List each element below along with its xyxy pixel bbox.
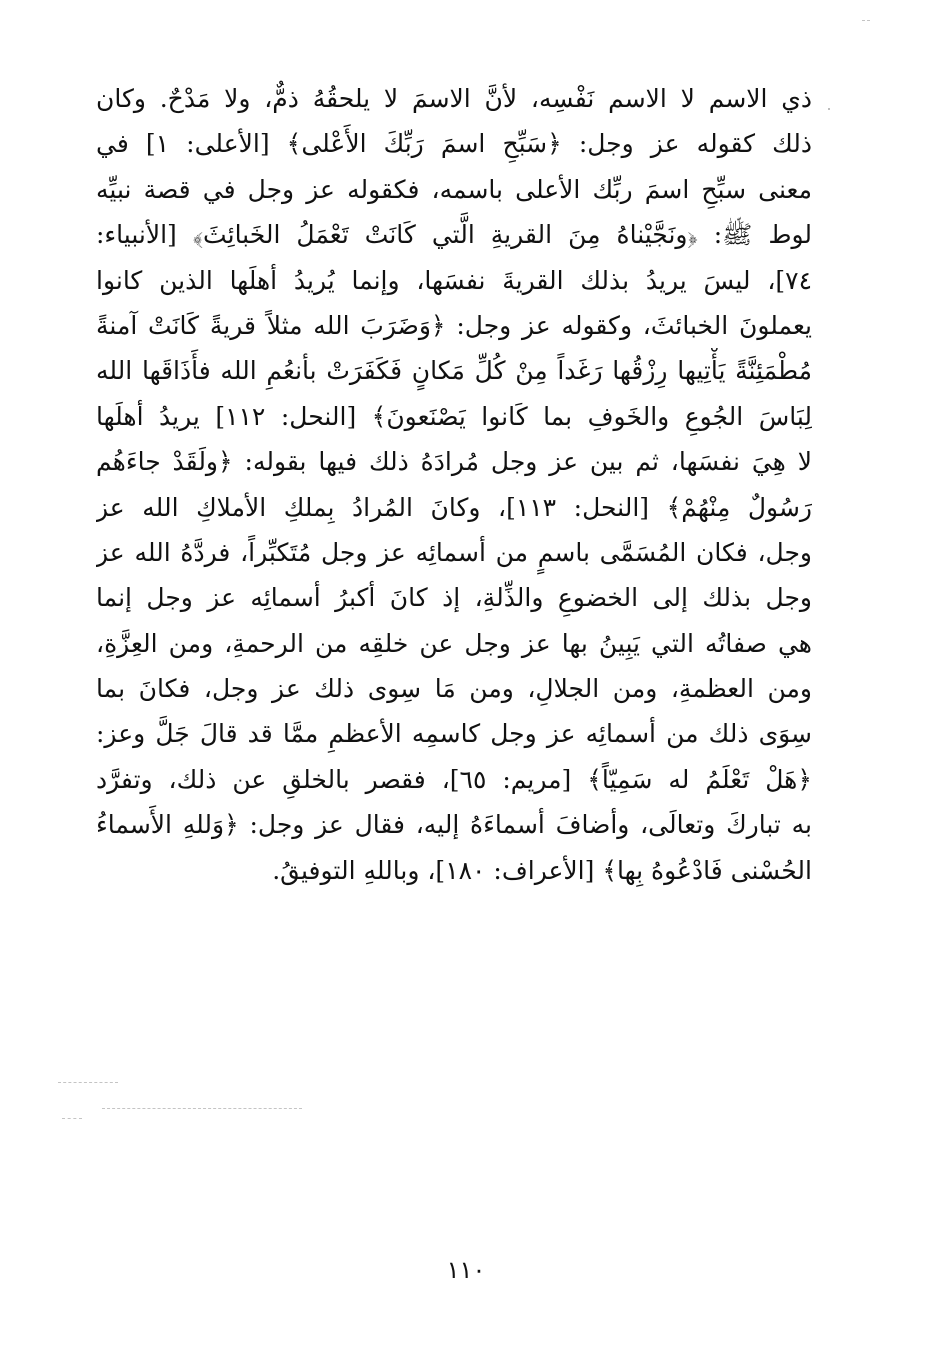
text-line-last: الحُسْنى فَادْعُوهُ بِها﴾ [الأعراف: ١٨٠]، وباللهِ التوفيقُ. [272,855,812,885]
text-line: مُطْمَئِنَّةً يَأْتِيها رِزْقُها رَغَداً مِنْ كُلِّ مَكانٍ فَكَفَرَتْ بأنعُمِ الله فأَذَاقَها الله [96,356,812,386]
text-line: يعملونَ الخبائثَ، وكقوله عز وجل: ﴿وَضَرَبَ الله مثلاً قريةً كَانَتْ آمنةً [96,310,812,340]
text-line: معنى سبِّحِ اسمَ ربِّك الأعلى باسمه، فكقوله عز وجل في قصة نبيِّه [96,174,812,204]
text-line: هي صفاتُه التي يَبِينُ بها عز وجل عن خلقِه من الرحمةِ، ومن العِزَّةِ، [96,628,812,658]
scan-artifact-top [862,20,870,21]
scan-artifact-margin-3 [62,1118,82,1119]
text-line: ومن العظمةِ، ومن الجلالِ، ومن مَا سِوى ذلك عز وجل، فكانَ بما [96,674,812,704]
text-line: به تباركَ وتعالَى، وأضافَ أسماءَهُ إليه، فقال عز وجل: ﴿وَللهِ الأَسماءُ [96,810,812,840]
text-line: لا هِيَ نفسَها، ثم بين عز وجل مُرادَهُ ذلك فيها بقوله: ﴿ولَقَدْ جاءَهُم [96,447,812,477]
scan-artifact-speck [828,108,830,110]
text-line: لِبَاسَ الجُوعِ والخَوفِ بما كَانوا يَصْنَعونَ﴾ [النحل: ١١٢] يريدُ أهلَها [96,401,812,431]
scan-artifact-margin-2 [102,1108,302,1109]
text-line: ذلك كقوله عز وجل: ﴿سَبِّحِ اسمَ رَبِّكَ الأَعْلى﴾ [الأعلى: ١] في [96,129,812,159]
text-line: وجل بذلك إلى الخضوعِ والذِّلةِ، إذ كانَ أكبرُ أسمائِه عز وجل إنما [96,583,812,613]
text-line: ذي الاسم لا الاسم نَفْسِه، لأنَّ الاسمَ لا يلحقُهُ ذمٌّ، ولا مَدْحٌ. وكان [96,84,812,113]
text-line: سِوَى ذلك من أسمائِه عز وجل كاسمِه الأعظمِ ممَّا قد قالَ جَلَّ وعز: [96,719,812,749]
scan-artifact-margin-1 [58,1082,118,1083]
text-line: ﴿هَلْ تَعْلَمُ له سَمِيّاً﴾ [مريم: ٦٥]، فقصر بالخلقِ عن ذلك، وتفرَّد [96,764,812,794]
body-text [96,76,812,893]
text-line: وجل، فكان المُسَمَّى باسمٍ من أسمائِه عز وجل مُتَكبِّراً، فردَّهُ الله عز [96,537,812,567]
text-line: ٧٤]، ليسَ يريدُ بذلك القريةَ نفسَها، وإنما يُريدُ أهلَها الذين كانوا [96,265,812,295]
page-number: ١١٠ [446,1256,486,1284]
text-line: لوط ﷺ: ﴿ونَجَّيْناهُ مِنَ القريةِ الَّتي كَانَتْ تَعْمَلُ الخَبائِثَ﴾ [الأنبياء: [96,220,812,250]
text-line: رَسُولٌ مِنْهُمْ﴾ [النحل: ١١٣]، وكانَ المُرادُ بِملكِ الأملاكِ الله عز [96,492,812,522]
